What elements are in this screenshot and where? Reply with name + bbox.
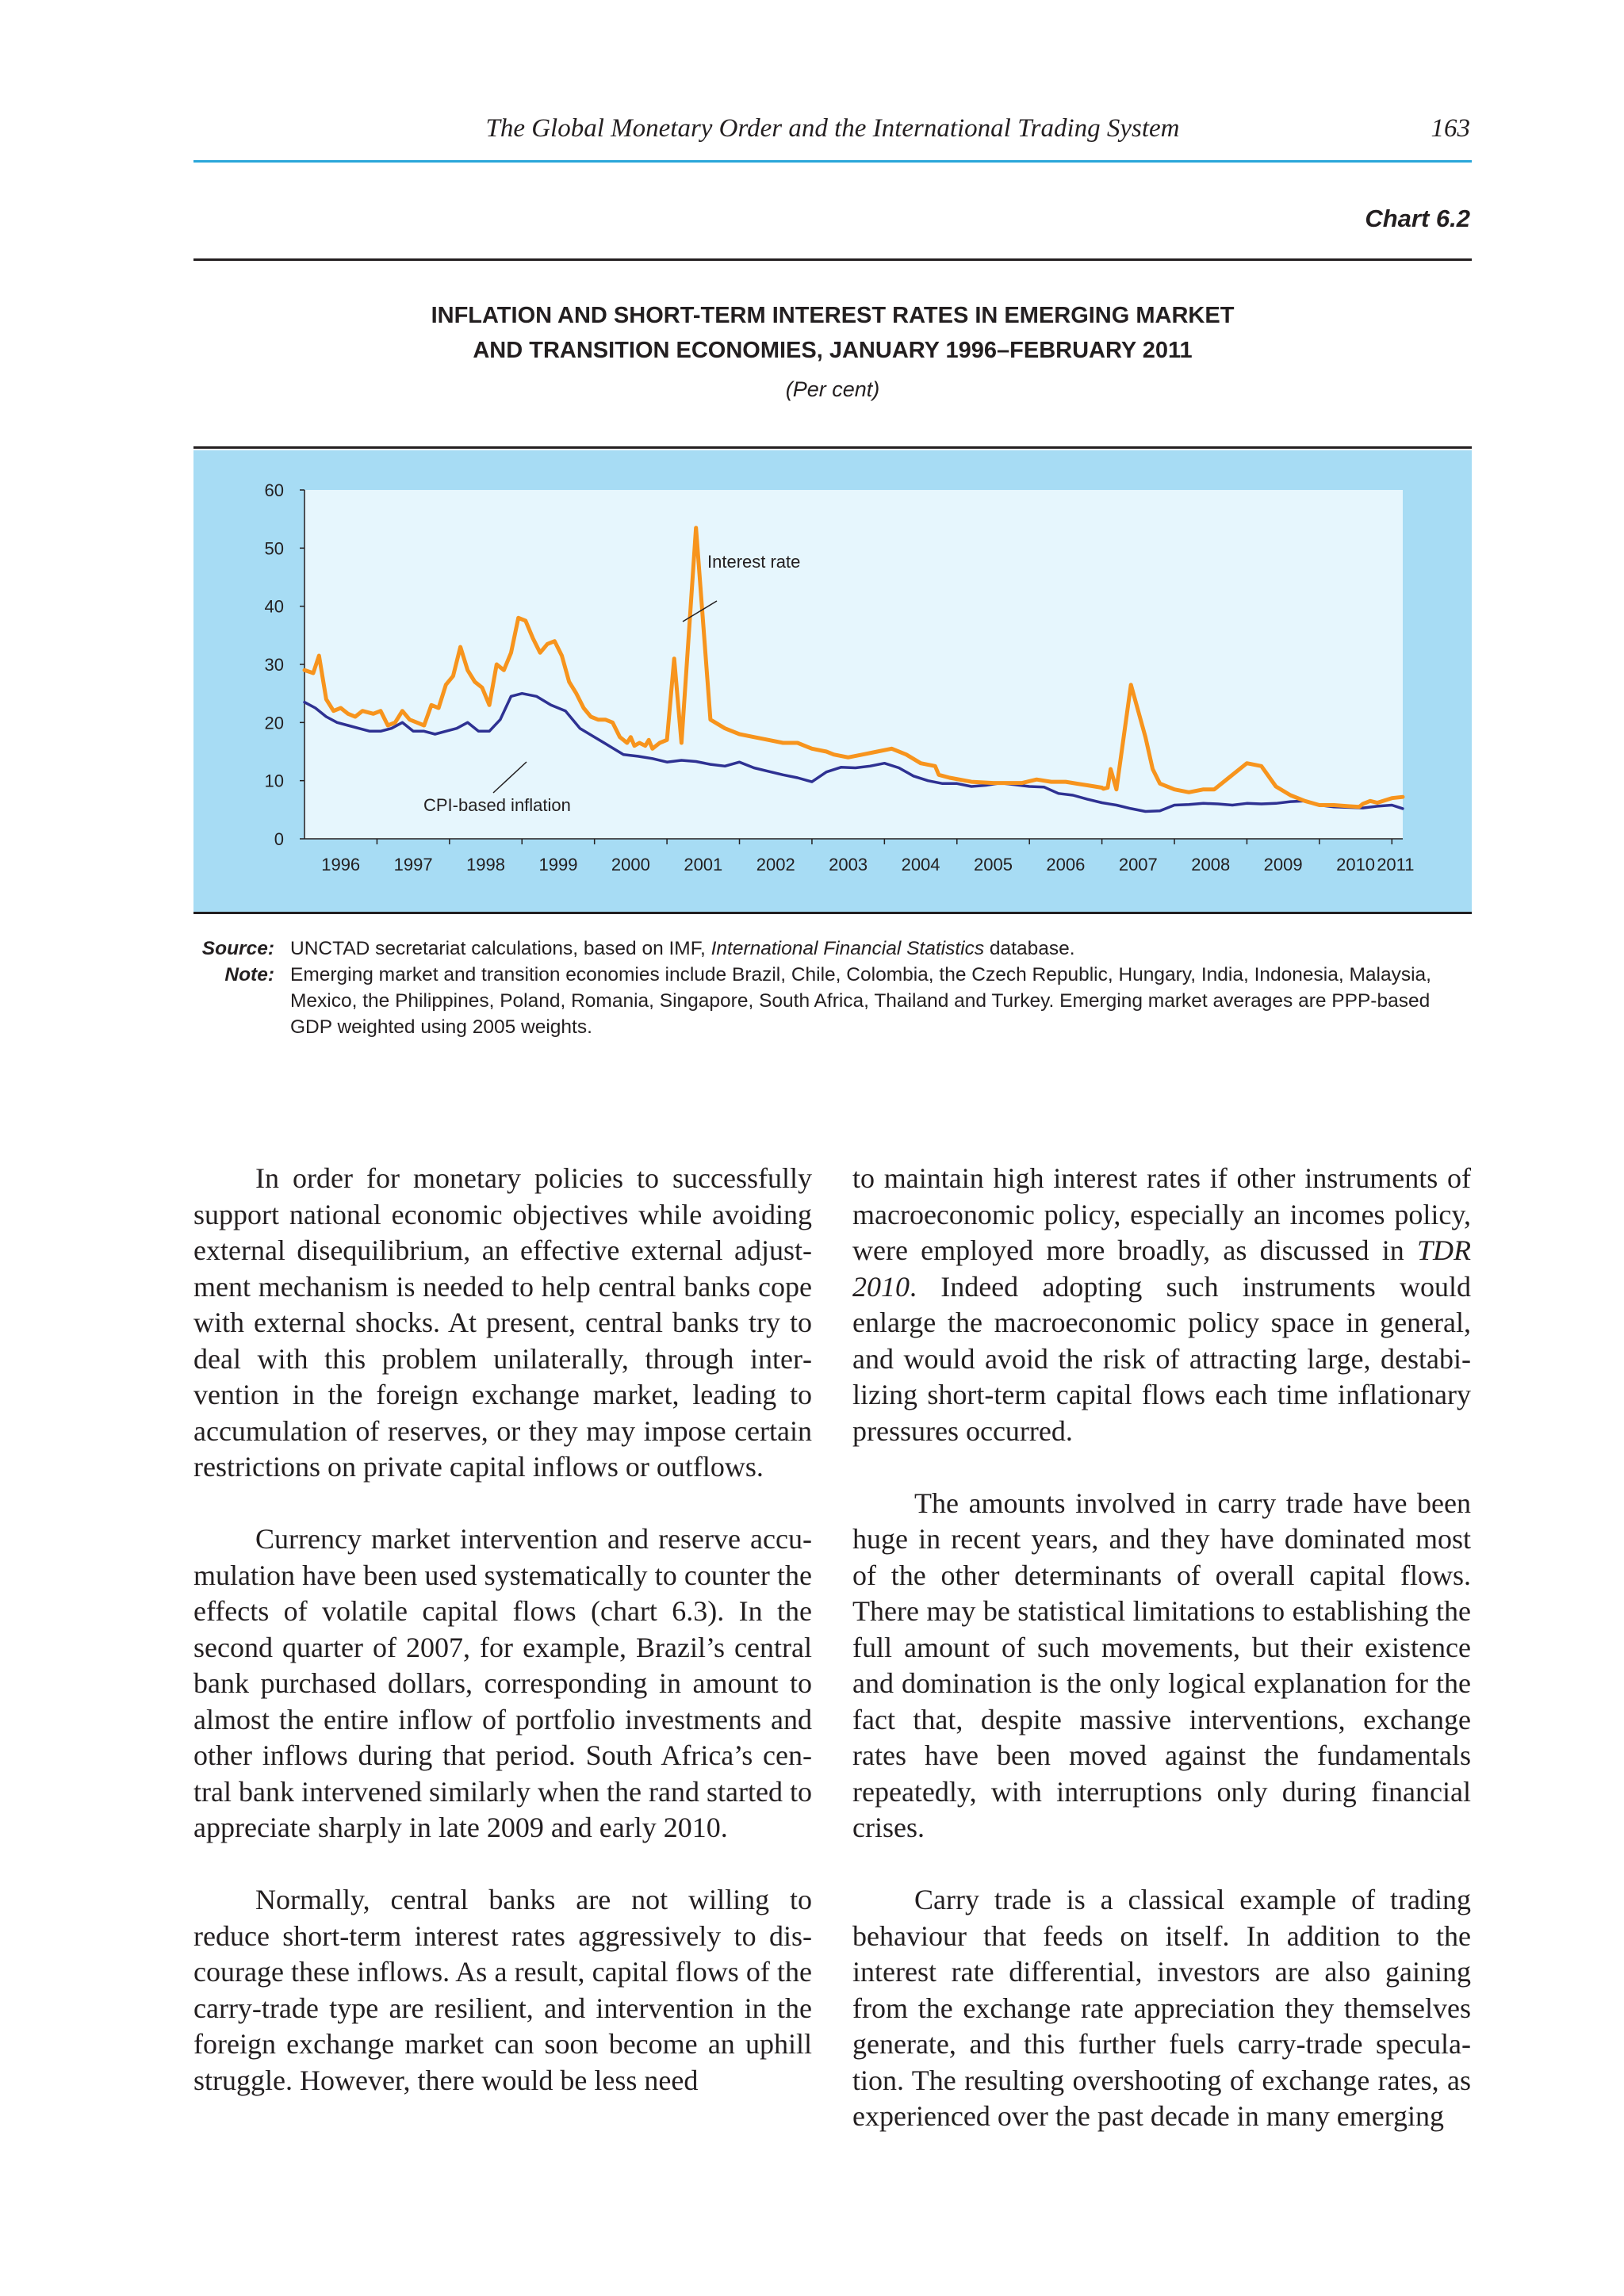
header-rule (193, 160, 1472, 163)
chart-title-line-1: INFLATION AND SHORT-TERM INTEREST RATES IN EMERGING MARKET (431, 303, 1235, 328)
chart-panel-bottom-rule (193, 912, 1472, 914)
chart-panel-top-rule (193, 446, 1472, 449)
x-tick-label: 2001 (684, 855, 723, 874)
x-tick-label: 2011 (1377, 855, 1415, 874)
y-tick-label: 0 (274, 829, 284, 849)
paragraph: Normally, central banks are not willing to reduce short-term interest rates aggressively to discourage these inflows. As a result, capital flows of the carry-trade type are resilient, and intervention in the foreign exchange market can soon become an uphill struggle. However, there would be less need (193, 1884, 812, 2096)
chart-subtitle: (Per cent) (785, 377, 880, 401)
paragraph: The amounts involved in carry trade have been huge in recent years, and they have dominated most of the other determinants of overall capital flows. There may be statistical limitations to establishing the full amount of such movements, but their existence and domination is the only logical explanation for the fact that, despite massive interventions, exchange rates have been moved against the fundamentals repeatedly, with interruptions only during financial crises. (852, 1487, 1471, 1843)
chart-title (193, 298, 1472, 368)
x-tick-label: 2000 (611, 855, 650, 874)
y-axis-ticks (265, 480, 304, 849)
source-note (193, 936, 1472, 962)
x-tick-label: 2004 (901, 855, 940, 874)
x-tick-label: 1996 (321, 855, 361, 874)
source-database-name: International Financial Statistics (710, 938, 985, 959)
y-tick-label: 20 (264, 713, 284, 733)
paragraph: In order for monetary policies to successfully support national economic objectives while avoiding external disequilibrium, an effective external adjustment mechanism is needed to help central banks cope with external shocks. At present, central banks try to deal with this problem unilaterally, through intervention in the foreign exchange market, leading to accumulation of reserves, or they may impose certain restrictions on private capital inflows or outflows. (193, 1162, 812, 1483)
chart-title-line-2: AND TRANSITION ECONOMIES, JANUARY 1996–FEBRUARY 2011 (473, 338, 1193, 363)
page-number: 163 (1431, 114, 1470, 143)
plot-area (304, 490, 1403, 839)
y-tick-label: 40 (264, 596, 284, 617)
report-reference: TDR 2010 (852, 1234, 1471, 1303)
x-tick-label: 2010 (1336, 855, 1376, 874)
chart-panel (193, 450, 1472, 913)
x-tick-label: 2008 (1191, 855, 1231, 874)
x-axis-ticks (321, 839, 1414, 874)
y-tick-label: 60 (264, 480, 284, 500)
body-column-left (193, 1161, 812, 2135)
y-tick-label: 30 (264, 655, 284, 675)
x-tick-label: 2003 (829, 855, 868, 874)
x-tick-label: 2006 (1046, 855, 1086, 874)
source-text-start: UNCTAD secretariat calculations, based on IMF, (290, 938, 711, 959)
x-tick-label: 2009 (1263, 855, 1303, 874)
x-tick-label: 1997 (393, 855, 433, 874)
paragraph: Carry trade is a classical example of trading behaviour that feeds on itself. In addition to the interest rate differential, investors are also gaining from the exchange rate appreciation they themselves generate, and this further fuels carry-trade speculation. The resulting overshooting of exchange rates, as experienced over the past decade in many emerging (852, 1884, 1471, 2132)
source-label: Source: (201, 938, 274, 959)
chart-top-rule (193, 258, 1472, 261)
source-text-end: database. (984, 938, 1075, 959)
note-text: Emerging market and transition economies include Brazil, Chile, Colombia, the Czech Republic, Hungary, India, Indonesia, Malaysia, Mexico, the Philippines, Poland, Romania, Singapore, South Africa, Thailand and Turkey. Emerging market averages are PPP-based GDP weighted using 2005 weights. (290, 964, 1431, 1038)
chart-label: Chart 6.2 (1365, 205, 1470, 232)
cpi-annotation: CPI-based inflation (423, 795, 571, 815)
note (193, 962, 1472, 1040)
note-label: Note: (224, 964, 274, 985)
paragraph-text: to maintain high interest rates if other instruments of macroeconomic policy, especially an incomes policy, were employed more broadly, as discussed in (852, 1162, 1471, 1266)
paragraph (852, 1161, 1471, 1449)
paragraph: Currency market intervention and reserve accumulation have been used systematically to counter the effects of volatile capital flows (chart 6.3). In the second quarter of 2007, for example, Brazil’s central bank purchased dollars, corresponding in amount to almost the entire inflow of portfolio investments and other inflows during that period. South Africa’s central bank intervened similarly when the rand started to appreciate sharply in late 2009 and early 2010. (193, 1523, 812, 1843)
paragraph-text: . Indeed adopting such instruments would enlarge the macroeconomic policy space in general, and would avoid the risk of attracting large, destabilizing short-term capital flows each time inflationary pressures occurred. (852, 1270, 1471, 1447)
y-tick-label: 10 (264, 771, 284, 791)
x-tick-label: 2007 (1118, 855, 1158, 874)
interest-rate-annotation: Interest rate (707, 552, 801, 572)
chart-notes (193, 936, 1472, 1040)
x-tick-label: 1998 (466, 855, 506, 874)
running-title: The Global Monetary Order and the International Trading System (485, 114, 1180, 143)
running-head (193, 114, 1472, 146)
x-tick-label: 2002 (756, 855, 795, 874)
x-tick-label: 1999 (538, 855, 578, 874)
line-chart (193, 450, 1472, 913)
source-text (290, 936, 1472, 962)
x-tick-label: 2005 (974, 855, 1013, 874)
body-column-right (852, 1161, 1471, 2171)
y-tick-label: 50 (264, 538, 284, 559)
